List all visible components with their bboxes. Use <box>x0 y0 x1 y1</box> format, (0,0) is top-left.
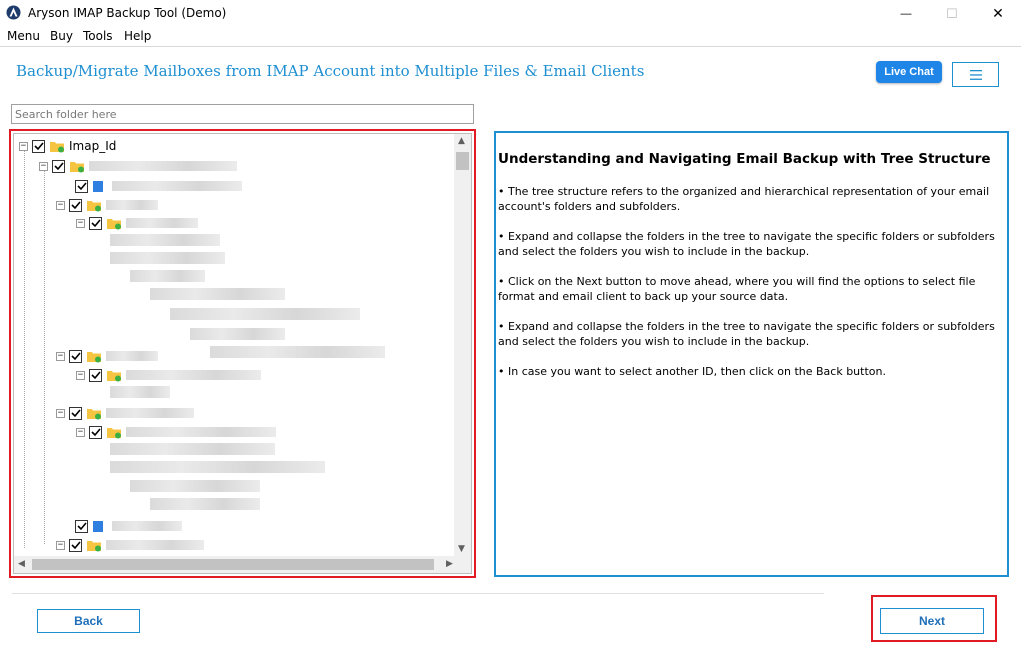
blurred-label <box>89 161 237 171</box>
info-bullet: • Expand and collapse the folders in the tree to navigate the specific folders or subfolders and select the folders you wish to include in the backup. <box>498 230 995 258</box>
folder-checkbox[interactable] <box>69 350 82 363</box>
tree-node-account[interactable] <box>39 158 237 174</box>
folder-checkbox[interactable] <box>89 426 102 439</box>
collapse-icon[interactable]: − <box>57 350 64 361</box>
tree-node[interactable] <box>56 405 194 421</box>
folder-icon <box>86 199 102 212</box>
folder-icon <box>86 350 102 363</box>
blurred-row <box>110 252 225 264</box>
blurred-row <box>110 461 325 473</box>
blurred-row <box>150 498 260 510</box>
folder-checkbox[interactable] <box>69 199 82 212</box>
scroll-thumb[interactable] <box>32 559 434 570</box>
scroll-left-icon[interactable]: ◀ <box>18 559 25 569</box>
folder-checkbox[interactable] <box>89 369 102 382</box>
folder-checkbox[interactable] <box>69 407 82 420</box>
blurred-row <box>130 480 260 492</box>
collapse-icon[interactable]: − <box>77 369 84 380</box>
blurred-label <box>106 540 204 550</box>
tree-node[interactable] <box>56 537 204 553</box>
info-bullet: • Expand and collapse the folders in the tree to navigate the specific folders or subfolders and select the folders you wish to include in the backup. <box>498 320 995 348</box>
root-checkbox[interactable] <box>32 140 45 153</box>
blurred-row <box>110 443 275 455</box>
scroll-up-icon[interactable]: ▲ <box>458 136 465 146</box>
blurred-label <box>106 200 158 210</box>
tree-node[interactable] <box>75 518 182 534</box>
info-title: Understanding and Navigating Email Backup with Tree Structure <box>498 151 991 167</box>
search-folder-input[interactable] <box>11 104 474 124</box>
blurred-row <box>130 270 205 282</box>
checkmark-icon <box>71 408 81 418</box>
blurred-label <box>106 408 194 418</box>
menu-item-menu[interactable]: Menu <box>7 29 40 43</box>
folder-icon <box>106 217 122 230</box>
tree-node[interactable] <box>76 215 198 231</box>
menu-item-tools[interactable]: Tools <box>83 29 113 43</box>
tree-node[interactable] <box>56 348 158 364</box>
folder-icon <box>106 426 122 439</box>
blurred-row <box>150 288 285 300</box>
collapse-icon[interactable]: − <box>57 407 64 418</box>
blurred-label <box>112 181 242 191</box>
footer-divider <box>12 593 824 594</box>
minimize-icon: — <box>900 7 912 20</box>
folder-checkbox[interactable] <box>75 520 88 533</box>
blurred-row <box>190 328 285 340</box>
collapse-icon[interactable]: − <box>57 539 64 550</box>
minimize-button[interactable] <box>883 0 929 27</box>
collapse-icon[interactable]: − <box>57 199 64 210</box>
blurred-row <box>110 234 220 246</box>
hamburger-icon <box>970 70 982 80</box>
blurred-label <box>112 521 182 531</box>
mail-folder-icon <box>92 180 108 193</box>
checkmark-icon <box>91 218 101 228</box>
folder-checkbox[interactable] <box>52 160 65 173</box>
app-logo-icon <box>6 5 21 20</box>
checkmark-icon <box>71 540 81 550</box>
folder-checkbox[interactable] <box>89 217 102 230</box>
tree-node-root[interactable] <box>19 138 116 154</box>
tree-node[interactable] <box>76 424 276 440</box>
tree-node[interactable] <box>56 197 158 213</box>
checkmark-icon <box>91 427 101 437</box>
maximize-button[interactable] <box>929 0 975 27</box>
blurred-label <box>106 351 158 361</box>
info-bullet: • In case you want to select another ID, then click on the Back button. <box>498 365 886 378</box>
collapse-icon[interactable]: − <box>40 160 47 171</box>
back-button[interactable]: Back <box>37 609 140 633</box>
menu-item-help[interactable]: Help <box>124 29 152 43</box>
hamburger-menu-button[interactable] <box>952 62 999 87</box>
window-title: Aryson IMAP Backup Tool (Demo) <box>28 6 227 20</box>
checkmark-icon <box>77 181 87 191</box>
folder-tree-highlight <box>9 129 476 578</box>
collapse-icon[interactable]: − <box>20 140 27 151</box>
checkmark-icon <box>54 161 64 171</box>
info-panel <box>494 131 1009 577</box>
folder-tree <box>13 133 472 574</box>
maximize-icon: ☐ <box>946 5 958 21</box>
horizontal-scrollbar[interactable] <box>14 556 471 573</box>
info-bullet: • Click on the Next button to move ahead, where you will find the options to select file format and email client to back up your source data. <box>498 275 976 303</box>
info-bullet: • The tree structure refers to the organized and hierarchical representation of your email account's folders and subfolders. <box>498 185 990 213</box>
blurred-label <box>126 370 261 380</box>
folder-icon <box>106 369 122 382</box>
collapse-icon[interactable]: − <box>77 217 84 228</box>
checkmark-icon <box>77 521 87 531</box>
tree-connector <box>24 148 25 548</box>
scroll-thumb[interactable] <box>456 152 469 170</box>
close-icon: ✕ <box>992 5 1004 21</box>
folder-checkbox[interactable] <box>75 180 88 193</box>
title-bar <box>0 0 1021 27</box>
menu-item-buy[interactable]: Buy <box>50 29 73 43</box>
folder-icon <box>86 407 102 420</box>
folder-checkbox[interactable] <box>69 539 82 552</box>
tree-connector <box>44 164 45 544</box>
tree-node[interactable] <box>76 367 261 383</box>
scroll-down-icon[interactable]: ▼ <box>458 544 465 554</box>
blurred-row <box>170 308 360 320</box>
checkmark-icon <box>71 351 81 361</box>
blurred-row <box>110 386 170 398</box>
mail-folder-icon <box>92 520 108 533</box>
tree-root-label: Imap_Id <box>69 139 117 153</box>
next-button[interactable]: Next <box>880 608 984 634</box>
folder-icon <box>86 539 102 552</box>
folder-icon <box>69 160 85 173</box>
scroll-right-icon[interactable]: ▶ <box>446 559 453 569</box>
account-folder-icon <box>49 140 65 153</box>
blurred-label <box>126 427 276 437</box>
page-heading: Backup/Migrate Mailboxes from IMAP Account into Multiple Files & Email Clients <box>16 62 645 80</box>
close-button[interactable] <box>975 0 1021 27</box>
checkmark-icon <box>91 370 101 380</box>
menu-bar <box>0 27 1021 47</box>
checkmark-icon <box>71 200 81 210</box>
tree-node[interactable] <box>75 178 242 194</box>
vertical-scrollbar[interactable] <box>454 134 471 558</box>
blurred-row <box>210 346 385 358</box>
blurred-label <box>126 218 198 228</box>
checkmark-icon <box>34 141 44 151</box>
live-chat-button[interactable]: Live Chat <box>876 61 942 83</box>
collapse-icon[interactable]: − <box>77 426 84 437</box>
